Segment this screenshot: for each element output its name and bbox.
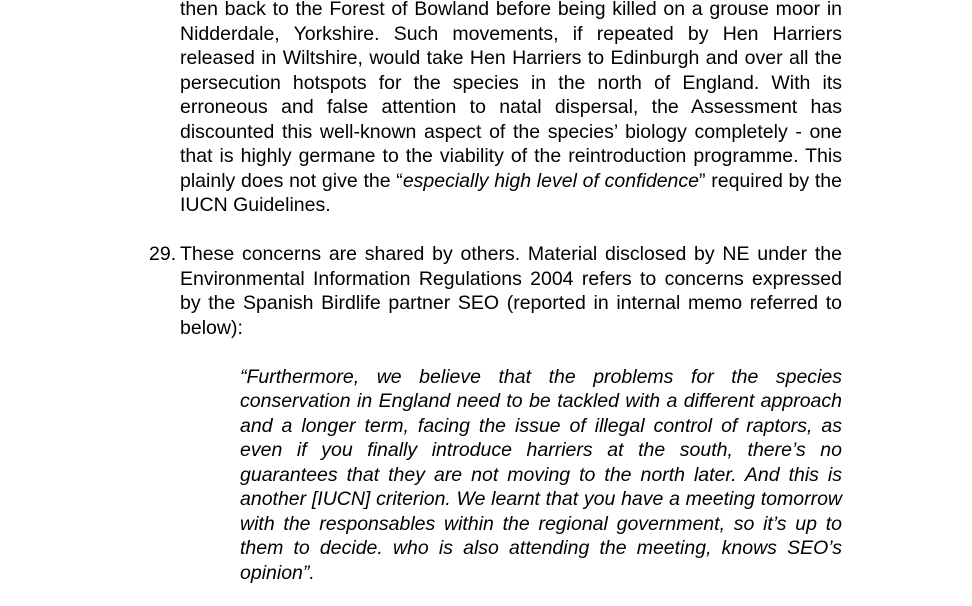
confidence-quote: especially high level of confidence [402,169,699,192]
quote-line-7: with the responsables within the regional government, so it’s up to [240,512,842,535]
para28-line-9: IUCN Guidelines. [180,194,331,216]
quote-line-3: and a longer term, facing the issue of illegal control of raptors, as [240,414,842,437]
para28-line-4: persecution hotspots for the species in the north of England. With its [180,71,842,94]
quote-line-6: another [IUCN] criterion. We learnt that you have a meeting tomorrow [240,488,842,510]
quote-line-8: them to decide. who is also attending the meeting, knows SEO’s [240,537,842,559]
para28-line-8-before: plainly does not give the “ [180,169,403,192]
para28-line-1: then back to the Forest of Bowland before being killed on a grouse moor in [180,0,842,20]
para28-line-6: discounted this well-known aspect of the species’ biology completely - one [180,120,842,143]
para29-line-1: These concerns are shared by others. Material disclosed by NE under the [180,243,842,265]
para28-line-2: Nidderdale, Yorkshire. Such movements, if repeated by Hen Harriers [180,22,842,45]
quote-line-9: opinion”. [240,561,315,584]
para29-line-3: by the Spanish Birdlife partner SEO (reported in internal memo referred to [180,292,842,314]
para28-line-8 [180,169,842,194]
para29-line-4: below): [180,316,243,339]
paragraph-number: 29. [149,243,177,265]
quote-line-5: guarantees that they are not moving to the north later. And this is [240,463,842,486]
quote-line-4: even if you finally introduce harriers at the south, there’s no [240,439,842,461]
quote-line-1: “Furthermore, we believe that the problems for the species [240,365,842,388]
para28-line-8-after: ” required by the [699,169,842,192]
para28-line-7: that is highly germane to the viability of the reintroduction programme. This [180,145,842,167]
para28-line-5: erroneous and false attention to natal dispersal, the Assessment has [180,96,842,118]
quote-line-2: conservation in England need to be tackled with a different approach [240,390,842,412]
para28-line-3: released in Wiltshire, would take Hen Harriers to Edinburgh and over all the [180,47,842,69]
para29-line-2: Environmental Information Regulations 2004 refers to concerns expressed [180,267,842,290]
